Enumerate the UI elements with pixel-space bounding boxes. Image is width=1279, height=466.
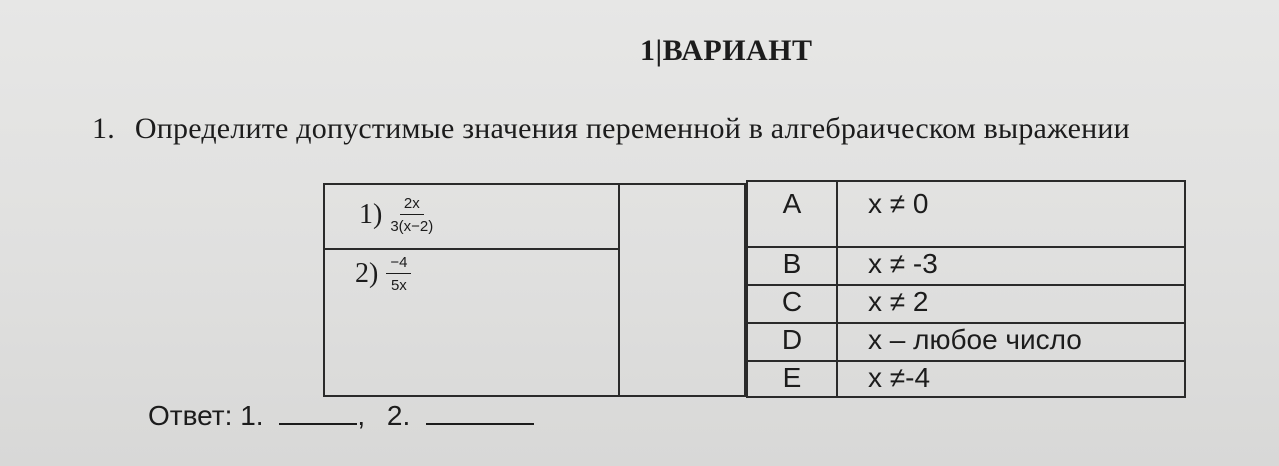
table-row xyxy=(747,181,1185,247)
option-condition: x ≠ 0 xyxy=(837,181,1185,247)
expression-label-1: 1) xyxy=(359,199,383,230)
option-condition: x ≠-4 xyxy=(837,361,1185,397)
options-table xyxy=(746,180,1186,398)
fraction-1-denominator: 3(x−2) xyxy=(390,218,434,235)
answer-gap-cell xyxy=(619,184,745,396)
answer-line xyxy=(148,400,534,432)
expression-cell-2 xyxy=(324,249,619,396)
answer-second-label: 2. xyxy=(386,400,411,431)
table-row xyxy=(747,323,1185,361)
answer-blank-1[interactable] xyxy=(279,401,357,425)
table-row xyxy=(747,247,1185,285)
option-condition: x ≠ 2 xyxy=(837,285,1185,323)
table-row xyxy=(747,285,1185,323)
task-number: 1. xyxy=(92,112,115,145)
answer-separator: , xyxy=(357,400,366,431)
expression-cell-1 xyxy=(324,184,619,249)
expressions-table xyxy=(323,183,746,397)
option-letter: A xyxy=(747,181,837,247)
table-row xyxy=(747,361,1185,397)
option-letter: C xyxy=(747,285,837,323)
option-letter: D xyxy=(747,323,837,361)
answer-label: Ответ: 1. xyxy=(148,400,264,431)
task-statement xyxy=(92,112,1130,146)
fraction-2-denominator: 5x xyxy=(390,277,407,294)
option-condition: x ≠ -3 xyxy=(837,247,1185,285)
option-letter: E xyxy=(747,361,837,397)
fraction-2 xyxy=(386,254,411,294)
answer-blank-2[interactable] xyxy=(426,401,534,425)
option-letter: B xyxy=(747,247,837,285)
expression-label-2: 2) xyxy=(355,258,379,289)
fraction-1 xyxy=(390,195,433,235)
fraction-1-numerator: 2x xyxy=(400,195,424,215)
option-condition: x – любое число xyxy=(837,323,1185,361)
fraction-2-numerator: −4 xyxy=(386,254,411,274)
task-text: Определите допустимые значения переменной в алгебраическом выражении xyxy=(134,112,1130,145)
page-title: 1|ВАРИАНТ xyxy=(640,34,813,67)
